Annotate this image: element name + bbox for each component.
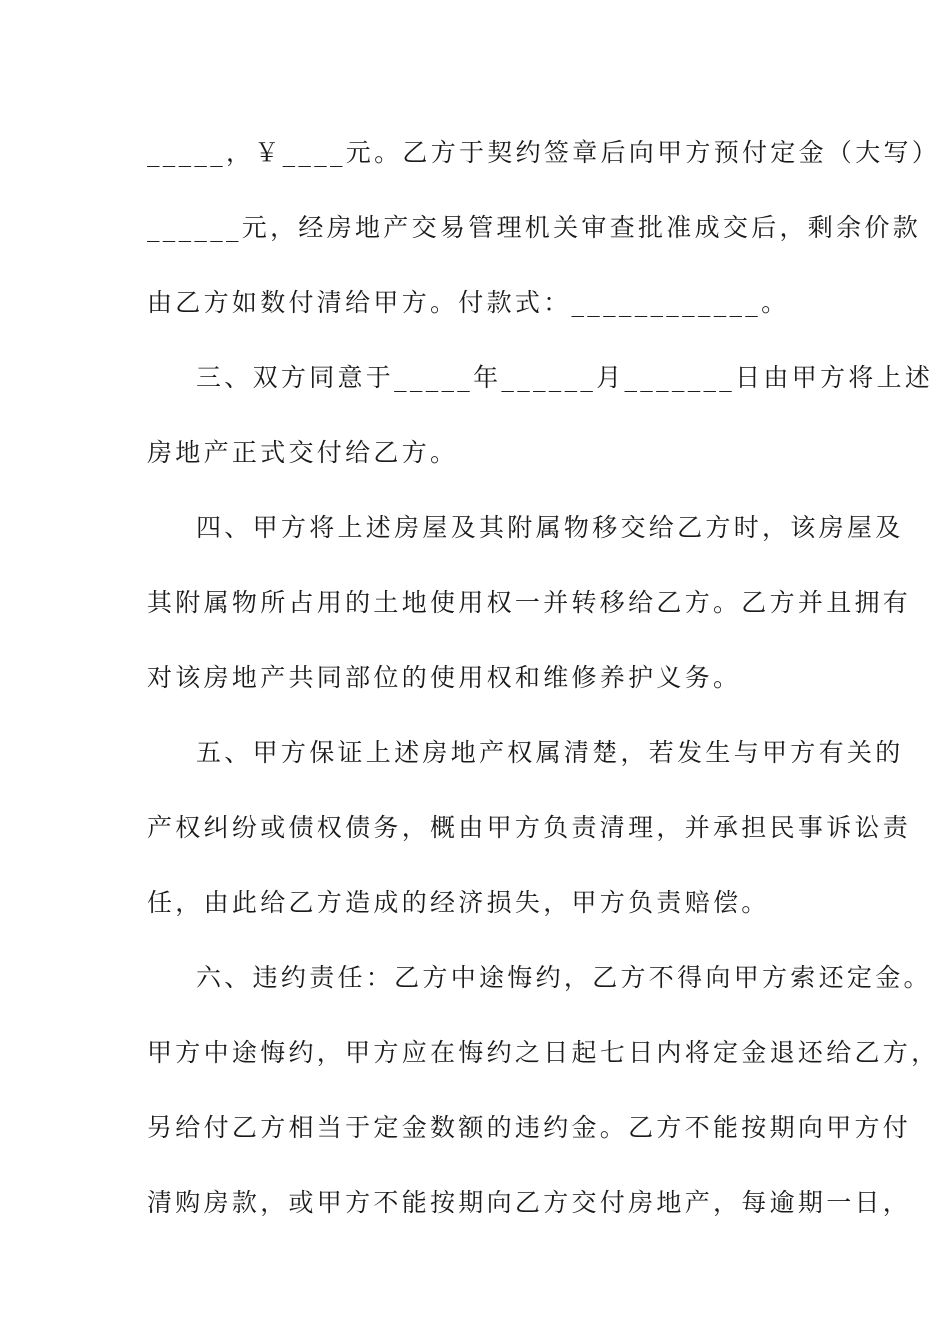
clause-four-start: 四、甲方将上述房屋及其附属物移交给乙方时，该房屋及 [196, 513, 904, 542]
text-line: 甲方中途悔约，甲方应在悔约之日起七日内将定金退还给乙方， [147, 1038, 940, 1067]
text-line: 清购房款，或甲方不能按期向乙方交付房地产，每逾期一日， [147, 1188, 912, 1217]
clause-five-start: 五、甲方保证上述房地产权属清楚，若发生与甲方有关的 [196, 738, 904, 767]
text-line: 房地产正式交付给乙方。 [147, 438, 459, 467]
text-line: 其附属物所占用的土地使用权一并转移给乙方。乙方并且拥有 [147, 588, 912, 617]
text-line: 对该房地产共同部位的使用权和维修养护义务。 [147, 663, 742, 692]
clause-three-start: 三、双方同意于_____年______月_______日由甲方将上述 [196, 363, 934, 392]
text-line: _____，￥____元。乙方于契约签章后向甲方预付定金（大写） [147, 138, 941, 167]
text-line: ______元，经房地产交易管理机关审查批准成交后，剩余价款 [147, 213, 922, 242]
text-line: 另给付乙方相当于定金数额的违约金。乙方不能按期向甲方付 [147, 1113, 912, 1142]
clause-six-start: 六、违约责任：乙方中途悔约，乙方不得向甲方索还定金。 [196, 963, 932, 992]
text-line: 任，由此给乙方造成的经济损失，甲方负责赔偿。 [147, 888, 770, 917]
text-line: 由乙方如数付清给甲方。付款式：____________。 [147, 288, 790, 317]
text-line: 产权纠纷或债权债务，概由甲方负责清理，并承担民事诉讼责 [147, 813, 912, 842]
